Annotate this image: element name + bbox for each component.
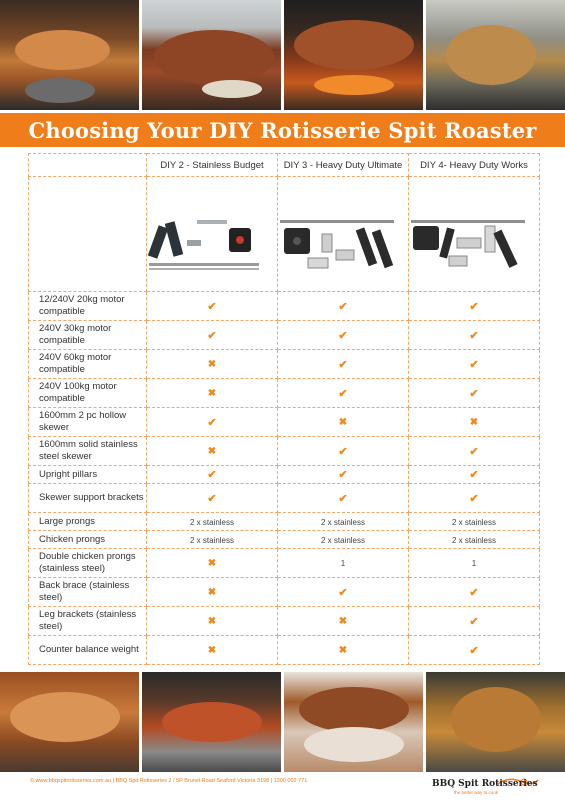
cross-icon-diy2 — [147, 437, 278, 466]
feature-label: 240V 60kg motor compatible — [29, 350, 147, 379]
check-icon: ✔ — [207, 469, 217, 481]
check-icon: ✔ — [207, 416, 217, 429]
product-image-diy2 — [147, 177, 278, 292]
feature-label: Back brace (stainless steel) — [29, 578, 147, 607]
cell-value: 2 x stainless — [451, 535, 497, 545]
check-icon-diy4 — [409, 484, 540, 513]
cross-icon: ✖ — [207, 557, 217, 569]
check-icon-diy3 — [278, 379, 409, 408]
product-image-diy4 — [409, 177, 540, 292]
page-title: Choosing Your DIY Rotisserie Spit Roaster — [28, 117, 537, 143]
logo-text: BBQ Spit Rotisseries — [432, 779, 538, 789]
check-icon: ✔ — [469, 358, 479, 371]
feature-label: Leg brackets (stainless steel) — [29, 607, 147, 636]
check-icon: ✔ — [338, 469, 348, 481]
cross-icon: ✖ — [207, 644, 217, 656]
check-icon-diy4 — [409, 437, 540, 466]
table-row — [29, 350, 540, 379]
top-photo-strip — [0, 0, 565, 110]
cross-icon-diy4 — [409, 408, 540, 437]
check-icon-diy4 — [409, 379, 540, 408]
check-icon: ✔ — [207, 329, 217, 342]
value-cell-diy3 — [278, 549, 409, 578]
table-row — [29, 484, 540, 513]
check-icon-diy4 — [409, 350, 540, 379]
cell-value: 2 x stainless — [451, 517, 497, 527]
check-icon: ✔ — [338, 445, 348, 458]
check-icon-diy3 — [278, 321, 409, 350]
check-icon: ✔ — [469, 492, 479, 505]
check-icon: ✔ — [469, 329, 479, 342]
check-icon: ✔ — [338, 300, 348, 313]
check-icon-diy3 — [278, 484, 409, 513]
photo-pig-on-rotisserie — [142, 672, 281, 772]
check-icon-diy2 — [147, 484, 278, 513]
brand-logo — [428, 774, 543, 798]
photo-pork-belly-roll — [142, 0, 281, 110]
check-icon: ✔ — [338, 329, 348, 342]
table-row — [29, 531, 540, 549]
feature-label: Chicken prongs — [29, 531, 147, 549]
table-row — [29, 379, 540, 408]
check-icon: ✔ — [338, 387, 348, 400]
check-icon-diy3 — [278, 578, 409, 607]
check-icon: ✔ — [338, 586, 348, 599]
cell-value: 2 x stainless — [189, 517, 235, 527]
check-icon-diy4 — [409, 292, 540, 321]
cross-icon: ✖ — [338, 615, 348, 627]
check-icon-diy4 — [409, 321, 540, 350]
check-icon: ✔ — [469, 586, 479, 599]
cell-value: 1 — [340, 559, 346, 568]
cross-icon: ✖ — [207, 358, 217, 370]
value-cell-diy4 — [409, 531, 540, 549]
photo-carved-roast — [284, 672, 423, 772]
feature-label: Large prongs — [29, 513, 147, 531]
check-icon-diy3 — [278, 292, 409, 321]
value-cell-diy3 — [278, 531, 409, 549]
header-empty-cell — [29, 154, 147, 177]
check-icon-diy4 — [409, 607, 540, 636]
value-cell-diy2 — [147, 531, 278, 549]
check-icon: ✔ — [338, 492, 348, 505]
table-row — [29, 466, 540, 484]
bottom-photo-strip — [0, 672, 565, 772]
cell-value: 2 x stainless — [320, 517, 366, 527]
feature-label: 12/240V 20kg motor compatible — [29, 292, 147, 321]
logo-tagline: the better way to cook — [454, 790, 499, 795]
check-icon-diy2 — [147, 321, 278, 350]
check-icon: ✔ — [469, 445, 479, 458]
cross-icon-diy3 — [278, 408, 409, 437]
table-row — [29, 513, 540, 531]
cell-value: 1 — [471, 559, 477, 568]
check-icon: ✔ — [338, 358, 348, 371]
cross-icon: ✖ — [207, 445, 217, 457]
cross-icon-diy2 — [147, 549, 278, 578]
column-header-diy2: DIY 2 - Stainless Budget — [147, 154, 278, 177]
feature-label: 1600mm solid stainless steel skewer — [29, 437, 147, 466]
cross-icon: ✖ — [207, 615, 217, 627]
cross-icon-diy2 — [147, 607, 278, 636]
cell-value: 2 x stainless — [320, 535, 366, 545]
column-header-diy3: DIY 3 - Heavy Duty Ultimate — [278, 154, 409, 177]
table-row — [29, 578, 540, 607]
feature-label: 240V 30kg motor compatible — [29, 321, 147, 350]
check-icon-diy4 — [409, 636, 540, 665]
check-icon-diy2 — [147, 292, 278, 321]
photo-whole-pig-spit — [284, 0, 423, 110]
cross-icon-diy2 — [147, 350, 278, 379]
cross-icon: ✖ — [207, 387, 217, 399]
photo-chickens-on-spit — [426, 0, 565, 110]
cross-icon: ✖ — [338, 416, 348, 428]
table-row — [29, 408, 540, 437]
table-header-row — [29, 154, 540, 177]
footer-contact-text: © www.bbqspitrotisseries.com.au | BBQ Spit Rotisseries 2 / 5P Brunel Road Seaford Victoria 3198 | 1300 002 771 — [30, 778, 308, 784]
photo-pork-loin-roast — [0, 672, 139, 772]
product-image-row — [29, 177, 540, 292]
check-icon: ✔ — [469, 300, 479, 313]
check-icon-diy4 — [409, 578, 540, 607]
comparison-table — [28, 153, 538, 665]
check-icon: ✔ — [469, 469, 479, 481]
check-icon: ✔ — [469, 644, 479, 657]
image-row-empty-cell — [29, 177, 147, 292]
value-cell-diy4 — [409, 549, 540, 578]
photo-rotisserie-chicken — [426, 672, 565, 772]
feature-label: Double chicken prongs (stainless steel) — [29, 549, 147, 578]
feature-label: Skewer support brackets — [29, 484, 147, 513]
feature-label: 240V 100kg motor compatible — [29, 379, 147, 408]
check-icon-diy4 — [409, 466, 540, 484]
check-icon-diy2 — [147, 408, 278, 437]
value-cell-diy2 — [147, 513, 278, 531]
title-banner — [0, 113, 565, 147]
check-icon: ✔ — [469, 615, 479, 628]
cross-icon: ✖ — [338, 644, 348, 656]
cross-icon-diy2 — [147, 578, 278, 607]
table-row — [29, 636, 540, 665]
cross-icon: ✖ — [469, 416, 479, 428]
cross-icon-diy2 — [147, 379, 278, 408]
check-icon: ✔ — [469, 387, 479, 400]
check-icon: ✔ — [207, 300, 217, 313]
check-icon: ✔ — [207, 492, 217, 505]
photo-pork-roll-coals — [0, 0, 139, 110]
check-icon-diy3 — [278, 466, 409, 484]
check-icon-diy3 — [278, 437, 409, 466]
cell-value: 2 x stainless — [189, 535, 235, 545]
cross-icon-diy3 — [278, 636, 409, 665]
footer — [0, 772, 565, 800]
value-cell-diy4 — [409, 513, 540, 531]
check-icon-diy2 — [147, 466, 278, 484]
table-row — [29, 292, 540, 321]
cross-icon-diy3 — [278, 607, 409, 636]
feature-label: Upright pillars — [29, 466, 147, 484]
table-row — [29, 437, 540, 466]
check-icon-diy3 — [278, 350, 409, 379]
feature-label: Counter balance weight — [29, 636, 147, 665]
table-row — [29, 549, 540, 578]
feature-label: 1600mm 2 pc hollow skewer — [29, 408, 147, 437]
cross-icon-diy2 — [147, 636, 278, 665]
product-image-diy3 — [278, 177, 409, 292]
value-cell-diy3 — [278, 513, 409, 531]
table-row — [29, 321, 540, 350]
cross-icon: ✖ — [207, 586, 217, 598]
column-header-diy4: DIY 4- Heavy Duty Works — [409, 154, 540, 177]
table-row — [29, 607, 540, 636]
